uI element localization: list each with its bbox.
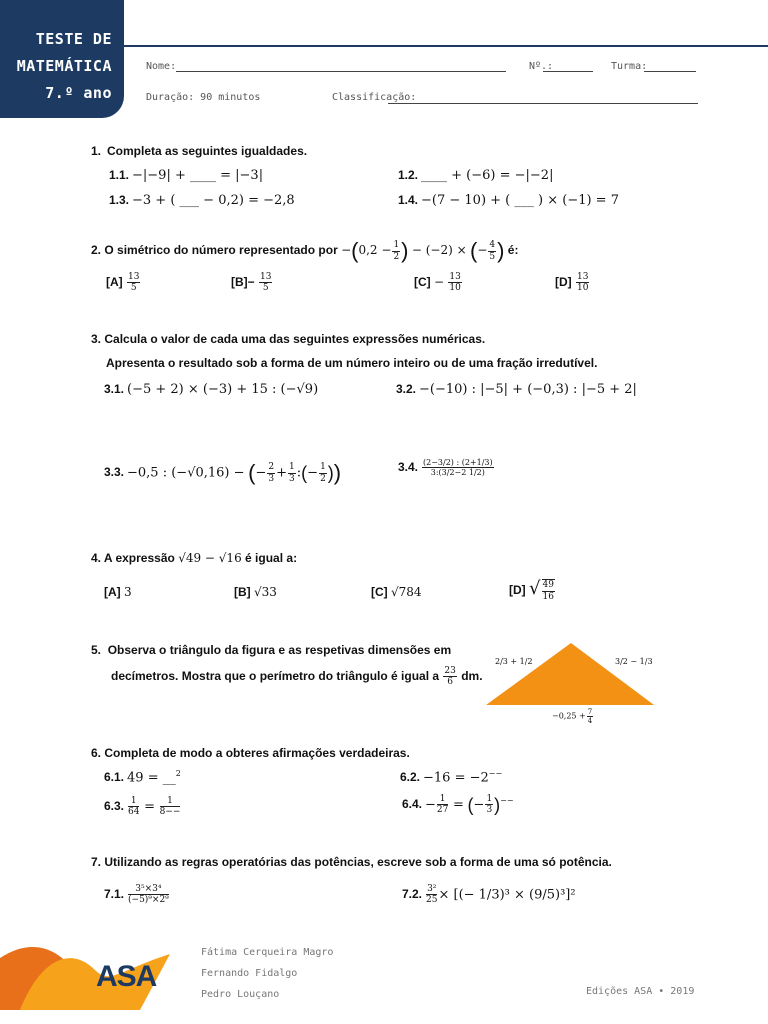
header-rule (124, 45, 768, 47)
triangle-left-side-label: 2/3 + 1/2 (495, 657, 533, 666)
triangle-right-side-label: 3/2 − 1/3 (615, 657, 653, 666)
triangle-base-label: −0,25 + $\frac{7}{4}$ (552, 708, 593, 726)
item-1-1: 1.1. −|−9| + ____ = |−3| (109, 168, 264, 183)
option-2-c[interactable]: [C] − $\frac{13}{10}$ (414, 272, 461, 294)
option-4-b[interactable]: [B] √33 (234, 585, 277, 599)
triangle-shape (486, 643, 654, 705)
author-3: Pedro Louçano (201, 989, 280, 1000)
name-label: Nome: (146, 61, 177, 72)
item-3-4: 3.4. $\frac{(2-3/2) : (2+1/3)}{3:(3/2-2 1/2)}$ (398, 458, 493, 478)
class-label: Turma: (611, 61, 648, 72)
name-field[interactable] (176, 70, 506, 72)
item-3-2: 3.2. −(−10) : |−5| + (−0,3) : |−5 + 2| (396, 382, 637, 397)
author-1: Fátima Cerqueira Magro (201, 947, 334, 958)
question-5-line-1: 5. Observa o triângulo da figura e as respetivas dimensões em (91, 643, 452, 657)
question-1-title: 1. Completa as seguintes igualdades. (91, 144, 308, 158)
item-6-4: 6.4. − $\frac{1}{27}$ = (− $\frac{1}{3}$ )−− (402, 794, 514, 816)
item-1-2: 1.2. ____ + (−6) = −|−2| (398, 168, 554, 183)
number-field[interactable] (543, 70, 593, 72)
question-4-title: 4. A expressão √49 − √16 é igual a: (91, 551, 298, 565)
edition-label: Edições ASA • 2019 (586, 986, 695, 997)
option-4-a[interactable]: [A] 3 (104, 585, 132, 599)
author-2: Fernando Fidalgo (201, 968, 298, 979)
item-1-3: 1.3. −3 + ( ___ − 0,2) = −2,8 (109, 193, 295, 208)
asa-logo-text: ASA (96, 960, 157, 993)
question-2-title: 2. O simétrico do número representado por −(0,2 − $\frac{1}{2}$ ) − (−2) × (− $\frac{4}{5}$ ) é: (91, 238, 519, 263)
item-3-3: 3.3. −0,5 : (−√0,16) − (− $\frac{2}{3}$ + $\frac{1}{3}$ :(− $\frac{1}{2}$ )) (104, 460, 342, 485)
option-2-b[interactable]: [B]− $\frac{13}{5}$ (231, 272, 272, 294)
badge-line-3: 7.º ano (45, 84, 112, 102)
badge-line-1: TESTE DE (35, 30, 112, 48)
item-6-2: 6.2. −16 = −2−− (400, 769, 503, 786)
item-3-1: 3.1. (−5 + 2) × (−3) + 15 : (−√9) (104, 382, 319, 397)
question-5-line-2: decímetros. Mostra que o perímetro do triângulo é igual a $\frac{23}{6}$ dm. (111, 666, 483, 688)
grade-field[interactable] (388, 102, 698, 104)
class-field[interactable] (644, 70, 696, 72)
question-3-subtitle: Apresenta o resultado sob a forma de um número inteiro ou de uma fração irredutível. (106, 356, 598, 370)
item-6-1: 6.1. 49 = __$^2$ (104, 769, 181, 786)
item-6-3: 6.3. $\frac{1}{64}$ = $\frac{1}{8--}$ (104, 796, 181, 818)
question-3-title: 3. Calcula o valor de cada uma das seguintes expressões numéricas. (91, 332, 486, 346)
item-7-2: 7.2. $\frac{\text{3²}}{25}$ × [(− 1/3)³ × (9/5)³]² (402, 884, 576, 906)
badge-line-2: MATEMÁTICA (16, 57, 112, 75)
number-label: Nº.: (529, 61, 554, 72)
question-6-title: 6. Completa de modo a obteres afirmações verdadeiras. (91, 746, 410, 760)
grade-label: Classificação: (332, 92, 417, 103)
item-7-1: 7.1. $\frac{\text{3⁵×3⁴}}{\text{(−5)⁹×2⁹}}$ (104, 884, 169, 906)
duration-label: Duração: 90 minutos (146, 92, 261, 103)
option-4-c[interactable]: [C] √784 (371, 585, 422, 599)
option-4-d[interactable]: [D] √ $\frac{49}{16}$ (509, 578, 554, 602)
option-2-a[interactable]: [A] $\frac{13}{5}$ (106, 272, 140, 294)
option-2-d[interactable]: [D] $\frac{13}{10}$ (555, 272, 589, 294)
title-badge (0, 0, 124, 118)
question-7-title: 7. Utilizando as regras operatórias das potências, escreve sob a forma de uma só potência. (91, 855, 612, 869)
item-1-4: 1.4. −(7 − 10) + ( ___ ) × (−1) = 7 (398, 193, 619, 208)
